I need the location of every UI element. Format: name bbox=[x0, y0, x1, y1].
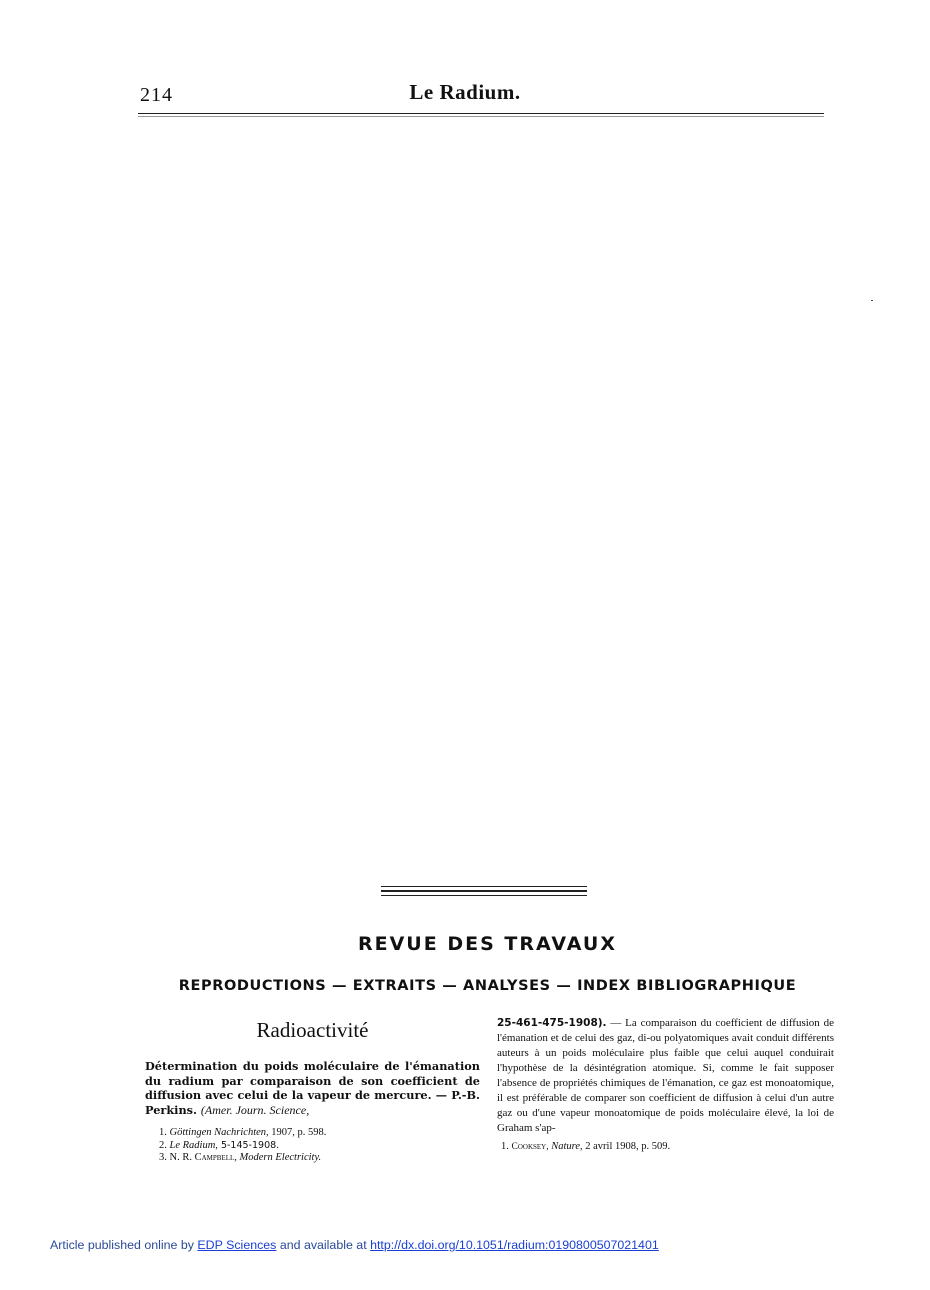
right-column bbox=[497, 1016, 834, 1154]
article-reference: (Amer. Journ. Science, bbox=[200, 1102, 310, 1117]
article-title bbox=[145, 1059, 480, 1117]
footnote-number: 1. bbox=[159, 1127, 167, 1138]
section-ornament bbox=[381, 886, 587, 896]
rubric-heading: Radioactivité bbox=[256, 1018, 369, 1042]
header-rule bbox=[138, 113, 824, 114]
footnote-source: Modern Electricity. bbox=[236, 1152, 322, 1163]
footnote-source: Göttingen Nachrichten, bbox=[169, 1127, 269, 1138]
edp-sciences-link[interactable]: EDP Sciences bbox=[197, 1238, 277, 1252]
author-separator: — bbox=[431, 1088, 452, 1102]
footnote bbox=[159, 1127, 480, 1140]
footnote-author: Cooksey, bbox=[511, 1142, 549, 1152]
footnote bbox=[159, 1152, 480, 1165]
footnote bbox=[159, 1140, 480, 1153]
footnote-number: 1. bbox=[501, 1141, 509, 1152]
publisher-notice bbox=[50, 1238, 659, 1252]
footnotes-left bbox=[145, 1127, 480, 1165]
footnote-detail: 5-145-1908. bbox=[217, 1139, 280, 1151]
section-subtitle: REPRODUCTIONS — EXTRAITS — ANALYSES — INDEX BIBLIOGRAPHIQUE bbox=[178, 978, 797, 994]
section-title: REVUE DES TRAVAUX bbox=[357, 933, 617, 955]
article-author: P.-B. Perkins. bbox=[145, 1088, 480, 1117]
footnote-detail: 2 avril 1908, p. 509. bbox=[582, 1141, 671, 1152]
header-rule-secondary bbox=[138, 116, 824, 117]
footnote-detail: 1907, p. 598. bbox=[268, 1127, 327, 1138]
publisher-middle: and available at bbox=[276, 1238, 371, 1252]
footnote-number: 2. bbox=[159, 1139, 167, 1151]
article-title-text: Détermination du poids moléculaire de l'émanation du radium par comparaison de son coefficient de diffusion avec celui de la vapeur de mercure. bbox=[145, 1059, 480, 1102]
footnote-author: N. R. Campbell, bbox=[169, 1152, 237, 1163]
article-body bbox=[497, 1016, 834, 1136]
footnote-source: Nature, bbox=[548, 1141, 583, 1152]
print-speck bbox=[871, 300, 873, 301]
reference-continuation: 25-461-475-1908). bbox=[497, 1017, 607, 1029]
publisher-prefix: Article published online by bbox=[50, 1238, 198, 1252]
footnote-source: Le Radium, bbox=[169, 1139, 218, 1151]
page-number: 214 bbox=[140, 84, 173, 106]
footnote-right bbox=[497, 1140, 834, 1154]
doi-link[interactable]: http://dx.doi.org/10.1051/radium:0190800507021401 bbox=[370, 1238, 659, 1252]
footnote-number: 3. bbox=[159, 1152, 167, 1163]
running-title: Le Radium. bbox=[409, 80, 521, 104]
left-column bbox=[145, 1016, 480, 1165]
article-body-text: — La comparaison du coefficient de diffusion de l'émanation et de celui des gaz, di-ou polyatomiques avait conduit différents auteurs à un poids moléculaire plus faible que celui auquel conduirait l'hypothèse de la désintégration atomique. Si, comme le fait supposer l'absence de propriétés chimiques de l'émanation, ce gaz est monoatomique, il est préférable de comparer son coefficient de diffusion à celui d'un autre gaz ou d'une vapeur monoatomique de poids moléculaire élevé, la loi de Graham s'ap- bbox=[497, 1017, 834, 1134]
